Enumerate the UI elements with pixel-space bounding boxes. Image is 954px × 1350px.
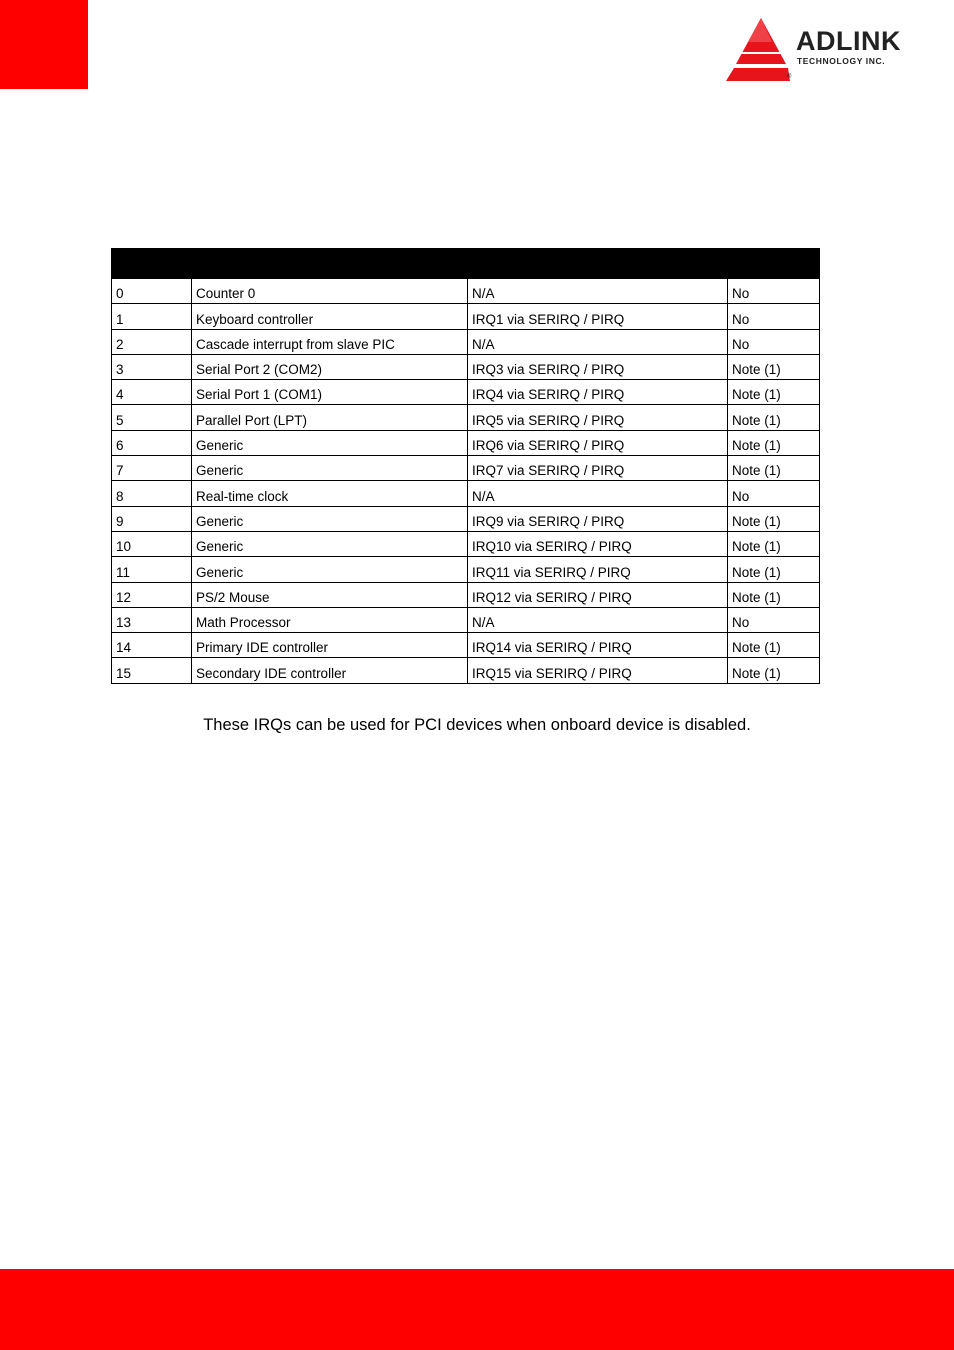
table-row <box>112 582 820 607</box>
table-row <box>112 279 820 304</box>
table-cell: Note (1) <box>728 380 820 405</box>
header-cell <box>728 249 820 279</box>
table-cell: 4 <box>112 380 192 405</box>
table-cell: Serial Port 2 (COM2) <box>192 354 468 379</box>
corner-accent-block <box>0 0 88 89</box>
table-cell: N/A <box>468 481 728 506</box>
irq-table-header <box>112 249 820 279</box>
table-row <box>112 481 820 506</box>
table-cell: 13 <box>112 607 192 632</box>
table-cell: 1 <box>112 304 192 329</box>
table-cell: IRQ15 via SERIRQ / PIRQ <box>468 658 728 683</box>
table-row <box>112 380 820 405</box>
table-row <box>112 506 820 531</box>
table-row <box>112 658 820 683</box>
table-cell: 11 <box>112 557 192 582</box>
table-cell: IRQ3 via SERIRQ / PIRQ <box>468 354 728 379</box>
table-cell: IRQ4 via SERIRQ / PIRQ <box>468 380 728 405</box>
table-cell: 5 <box>112 405 192 430</box>
table-cell: 12 <box>112 582 192 607</box>
table-cell: Note (1) <box>728 658 820 683</box>
table-cell: 14 <box>112 633 192 658</box>
table-cell: Math Processor <box>192 607 468 632</box>
table-cell: Note (1) <box>728 456 820 481</box>
table-cell: Note (1) <box>728 354 820 379</box>
table-cell: 2 <box>112 329 192 354</box>
table-cell: Generic <box>192 506 468 531</box>
table-cell: Keyboard controller <box>192 304 468 329</box>
table-cell: Generic <box>192 430 468 455</box>
table-cell: Note (1) <box>728 430 820 455</box>
table-row <box>112 430 820 455</box>
table-cell: 7 <box>112 456 192 481</box>
table-row <box>112 304 820 329</box>
table-row <box>112 557 820 582</box>
footnote-text: These IRQs can be used for PCI devices when onboard device is disabled. <box>203 716 751 734</box>
table-cell: IRQ14 via SERIRQ / PIRQ <box>468 633 728 658</box>
table-row <box>112 607 820 632</box>
table-cell: N/A <box>468 607 728 632</box>
table-cell: Serial Port 1 (COM1) <box>192 380 468 405</box>
table-cell: 8 <box>112 481 192 506</box>
table-cell: Note (1) <box>728 633 820 658</box>
table-cell: No <box>728 329 820 354</box>
header-cell <box>468 249 728 279</box>
table-cell: No <box>728 304 820 329</box>
table-row <box>112 456 820 481</box>
table-cell: Parallel Port (LPT) <box>192 405 468 430</box>
table-cell: Generic <box>192 531 468 556</box>
table-cell: PS/2 Mouse <box>192 582 468 607</box>
table-row <box>112 531 820 556</box>
table-cell: No <box>728 607 820 632</box>
table-cell: Generic <box>192 557 468 582</box>
table-cell: IRQ6 via SERIRQ / PIRQ <box>468 430 728 455</box>
table-cell: Note (1) <box>728 506 820 531</box>
header-cell <box>192 249 468 279</box>
table-cell: 3 <box>112 354 192 379</box>
table-cell: Generic <box>192 456 468 481</box>
table-cell: Note (1) <box>728 557 820 582</box>
company-logo <box>722 16 937 86</box>
irq-table-body <box>112 279 820 684</box>
registered-mark: ® <box>787 74 792 80</box>
table-row <box>112 329 820 354</box>
table-cell: 10 <box>112 531 192 556</box>
table-cell: Note (1) <box>728 405 820 430</box>
table-row <box>112 354 820 379</box>
table-row <box>112 633 820 658</box>
table-cell: Note (1) <box>728 531 820 556</box>
footer-accent-band <box>0 1269 954 1350</box>
table-cell: Counter 0 <box>192 279 468 304</box>
table-cell: 15 <box>112 658 192 683</box>
table-cell: 6 <box>112 430 192 455</box>
table-cell: No <box>728 481 820 506</box>
table-cell: IRQ10 via SERIRQ / PIRQ <box>468 531 728 556</box>
table-row <box>112 405 820 430</box>
table-cell: No <box>728 279 820 304</box>
table-cell: IRQ9 via SERIRQ / PIRQ <box>468 506 728 531</box>
table-cell: Primary IDE controller <box>192 633 468 658</box>
table-cell: Note (1) <box>728 582 820 607</box>
table-cell: Real-time clock <box>192 481 468 506</box>
table-cell: IRQ7 via SERIRQ / PIRQ <box>468 456 728 481</box>
triangle-logo-icon <box>722 16 792 84</box>
header-cell <box>112 249 192 279</box>
table-cell: 9 <box>112 506 192 531</box>
table-cell: N/A <box>468 279 728 304</box>
table-cell: Cascade interrupt from slave PIC <box>192 329 468 354</box>
logo-tagline: TECHNOLOGY INC. <box>797 56 886 66</box>
table-cell: Secondary IDE controller <box>192 658 468 683</box>
table-cell: N/A <box>468 329 728 354</box>
irq-table <box>111 248 820 684</box>
table-cell: IRQ12 via SERIRQ / PIRQ <box>468 582 728 607</box>
table-cell: IRQ1 via SERIRQ / PIRQ <box>468 304 728 329</box>
table-cell: IRQ11 via SERIRQ / PIRQ <box>468 557 728 582</box>
logo-brand-text: ADLINK <box>796 26 901 56</box>
table-cell: 0 <box>112 279 192 304</box>
table-cell: IRQ5 via SERIRQ / PIRQ <box>468 405 728 430</box>
